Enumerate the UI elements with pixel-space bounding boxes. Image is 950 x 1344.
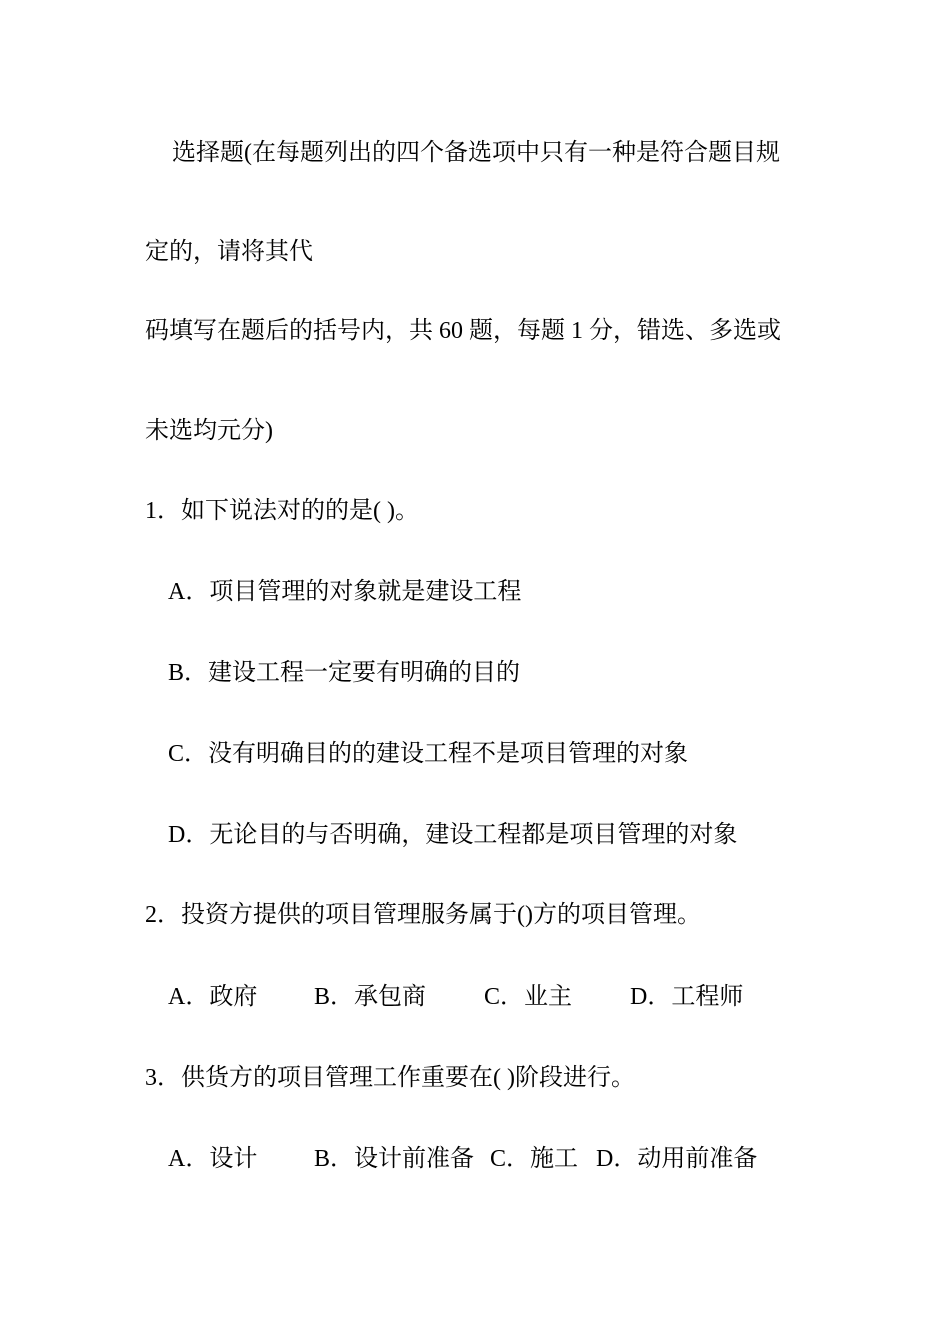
question-3-option-d: D．动用前准备 bbox=[596, 1146, 758, 1172]
question-3-option-b: B．设计前准备 bbox=[314, 1146, 475, 1172]
question-2-option-b: B．承包商 bbox=[314, 984, 427, 1010]
question-2-option-a: A．政府 bbox=[168, 984, 258, 1010]
question-2-option-c: C．业主 bbox=[484, 984, 573, 1010]
question-3-stem: 3．供货方的项目管理工作重要在( )阶段进行。 bbox=[145, 1065, 635, 1091]
instructions-line-2: 定的，请将其代 bbox=[145, 239, 313, 265]
question-1-stem: 1．如下说法对的的是( )。 bbox=[145, 498, 419, 524]
question-1-option-b: B．建设工程一定要有明确的目的 bbox=[168, 660, 521, 686]
question-2-stem: 2．投资方提供的项目管理服务属于()方的项目管理。 bbox=[145, 902, 701, 928]
question-3-option-a: A．设计 bbox=[168, 1146, 258, 1172]
question-1-option-d: D．无论目的与否明确，建设工程都是项目管理的对象 bbox=[168, 822, 738, 848]
question-3-option-c: C．施工 bbox=[490, 1146, 579, 1172]
question-1-option-a: A．项目管理的对象就是建设工程 bbox=[168, 579, 522, 605]
question-2-option-d: D．工程师 bbox=[630, 984, 744, 1010]
instructions-line-1: 选择题(在每题列出的四个备选项中只有一种是符合题目规 bbox=[172, 140, 780, 166]
instructions-line-3: 码填写在题后的括号内，共 60 题，每题 1 分，错选、多选或 bbox=[145, 318, 781, 344]
question-1-option-c: C．没有明确目的的建设工程不是项目管理的对象 bbox=[168, 741, 689, 767]
instructions-line-4: 未选均元分) bbox=[145, 418, 273, 444]
